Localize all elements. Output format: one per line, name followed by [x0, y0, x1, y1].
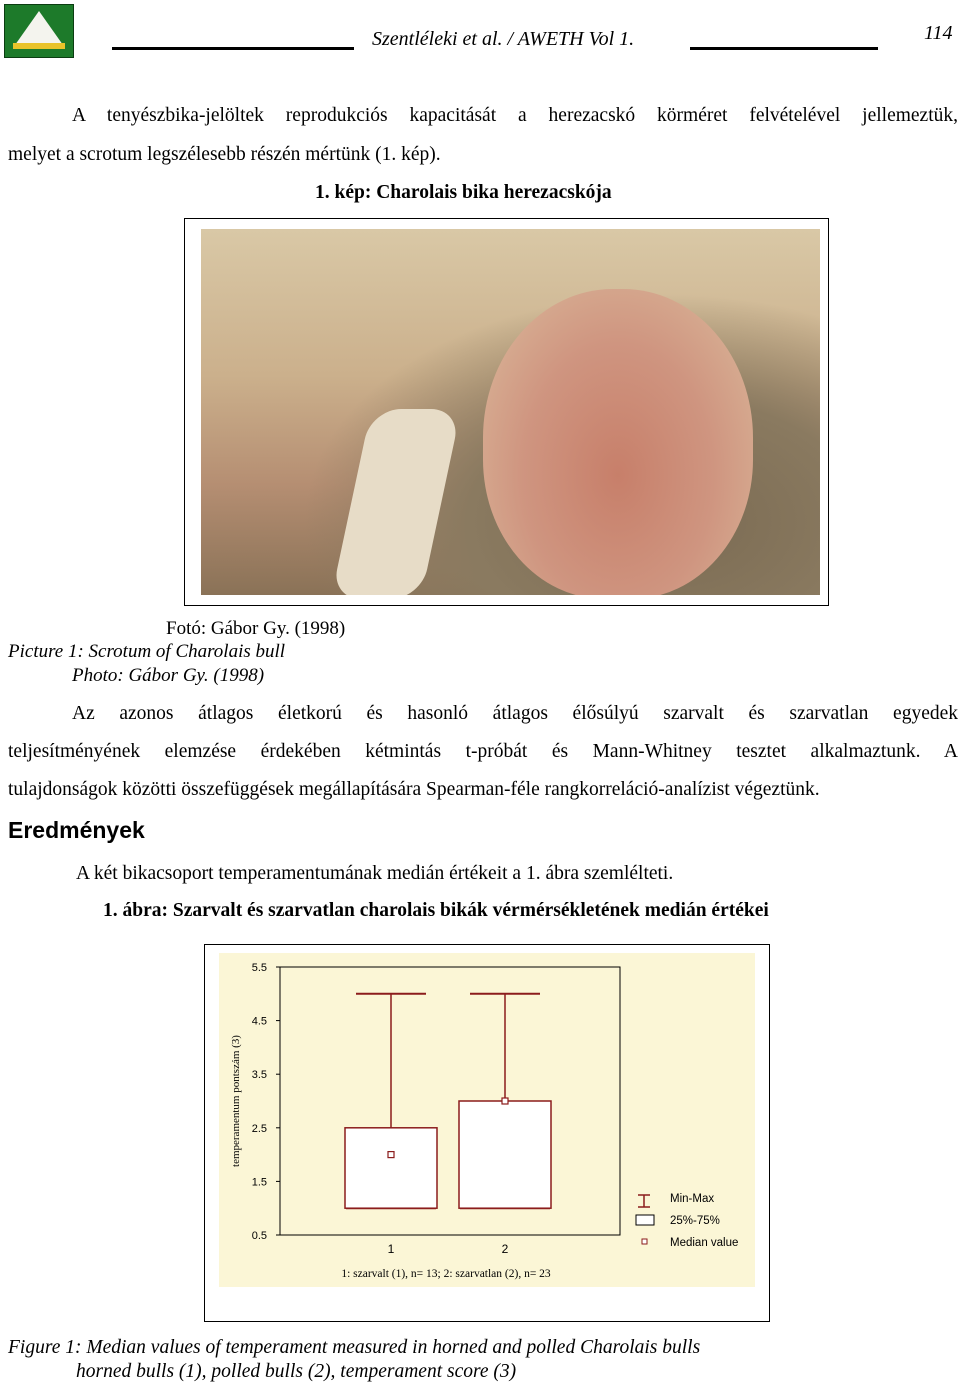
para2-line3: tulajdonságok közötti összefüggések megállapítására Spearman-féle rangkorreláció-analízist végeztünk. — [8, 779, 820, 800]
y-tick-label: 3.5 — [251, 1069, 267, 1082]
scrotum-photo — [201, 229, 820, 595]
page-number: 114 — [924, 22, 953, 44]
y-tick-label: 1.5 — [251, 1176, 267, 1189]
picture-caption: 1. kép: Charolais bika herezacskója — [315, 182, 612, 203]
para2-line1: Az azonos átlagos életkorú és hasonló átlagos élősúlyú szarvalt és szarvatlan egyedek — [72, 703, 958, 724]
median-marker — [502, 1098, 508, 1104]
para1-line1: A tenyészbika-jelöltek reprodukciós kapacitását a herezacskó körméret felvételével jellemeztük, — [72, 105, 958, 126]
photo-frame — [184, 218, 829, 606]
y-tick-label: 5.5 — [251, 962, 267, 974]
figure-caption: 1. ábra: Szarvalt és szarvatlan charolais bikák vérmérsékletének medián értékei — [103, 900, 769, 921]
figure-caption-en-line1: Figure 1: Median values of temperament measured in horned and polled Charolais bulls — [8, 1337, 701, 1358]
para1-line2: melyet a scrotum legszélesebb részén mértünk (1. kép). — [8, 144, 441, 165]
header-rule-left — [112, 47, 354, 50]
photo-credit-hu: Fotó: Gábor Gy. (1998) — [166, 618, 346, 639]
y-tick-label: 0.5 — [251, 1230, 267, 1242]
figure-caption-en-line2: horned bulls (1), polled bulls (2), temperament score (3) — [76, 1361, 517, 1382]
scrotum-shape — [483, 289, 753, 595]
box-plot-chart — [205, 945, 769, 1321]
iqr-box — [459, 1101, 551, 1208]
leg-shape — [331, 409, 461, 595]
para2-line2: teljesítményének elemzése érdekében kétmintás t-próbát és Mann-Whitney tesztet alkalmaztunk. A — [8, 741, 958, 762]
legend-label: Min-Max — [670, 1193, 715, 1205]
y-tick-label: 4.5 — [251, 1015, 267, 1028]
y-axis-label: temperamentum pontszám (3) — [230, 1035, 242, 1167]
picture-caption-en: Picture 1: Scrotum of Charolais bull — [8, 641, 286, 662]
chart-frame — [204, 944, 770, 1322]
legend-iqr-icon — [636, 1215, 654, 1225]
y-tick-label: 2.5 — [251, 1122, 267, 1135]
x-tick-label: 1 — [387, 1242, 395, 1256]
legend-label: Median value — [670, 1237, 739, 1249]
journal-logo — [4, 4, 74, 58]
legend-label: 25%-75% — [670, 1215, 720, 1227]
x-tick-label: 2 — [501, 1242, 509, 1256]
logo-triangle-icon — [15, 11, 63, 45]
photo-credit-en: Photo: Gábor Gy. (1998) — [72, 665, 265, 686]
median-marker — [388, 1152, 394, 1158]
para3: A két bikacsoport temperamentumának medián értékeit a 1. ábra szemlélteti. — [76, 863, 674, 884]
section-heading: Eredmények — [8, 817, 145, 843]
logo-banner — [13, 43, 65, 49]
running-header: Szentléleki et al. / AWETH Vol 1. — [372, 28, 635, 50]
x-axis-label: 1: szarvalt (1), n= 13; 2: szarvatlan (2), n= 23 — [341, 1268, 551, 1280]
legend-median-icon — [642, 1239, 647, 1244]
iqr-box — [345, 1128, 437, 1208]
header-rule-right — [690, 47, 878, 50]
